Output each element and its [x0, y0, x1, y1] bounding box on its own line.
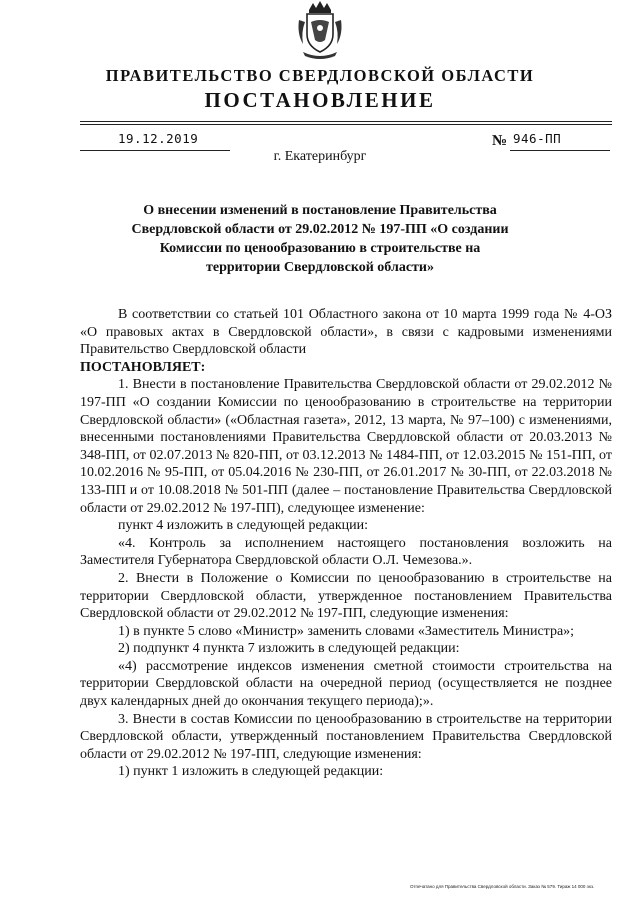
item-1-subparagraph: пункт 4 изложить в следующей редакции: — [118, 518, 368, 534]
header-divider-top — [80, 121, 612, 122]
preamble-paragraph: В соответствии со статьей 101 Областного закона от 10 марта 1999 года № 4-ОЗ «О правовых актах в Свердловской области», в связи с кадровыми изменениями Правительство Свердловской области — [80, 307, 612, 358]
item-2-subparagraph-1: 1) в пункте 5 слово «Министр» заменить словами «Заместитель Министра»; — [118, 623, 575, 639]
item-1-paragraph: 1. Внести в постановление Правительства Свердловской области от 29.02.2012 № 197-ПП «О создании Комиссии по ценообразованию в строительстве на территории Свердловской области» («Областная газета», 2012, 13 марта, № 97–100) с изменениями, внесенными постановлениями Правительства Свердловской области от 20.03.2013 № 348-ПП, от 02.07.2013 № 820-ПП, от 03.12.2013 № 1484-ПП, от 12.03.2015 № 151-ПП, от 10.02.2016 № 95-ПП, от 05.04.2016 № 230-ПП, от 26.01.2017 № 30-ПП, от 22.03.2018 № 133-ПП и от 10.08.2018 № 501-ПП (далее – постановление Правительства Свердловской области от 29.02.2012 № 197-ПП), следующее изменение: — [80, 377, 612, 516]
item-2-quote: «4) рассмотрение индексов изменения сметной стоимости строительства на территории Свердловской области на очередной период (осуществляется не позднее двух календарных дней до окончания текущего периода);». — [80, 658, 612, 710]
number-sign: № — [492, 133, 508, 149]
item-1-quote: «4. Контроль за исполнением настоящего постановления возложить на Заместителя Губернатора Свердловской области О.Л. Чемезова.». — [80, 535, 612, 569]
document-type-heading: ПОСТАНОВЛЕНИЕ — [204, 88, 436, 112]
city-name: г. Екатеринбург — [273, 149, 367, 164]
document-number: 946-ПП — [513, 131, 562, 146]
document-body — [80, 306, 612, 781]
print-footer: Отпечатано для Правительства Свердловской области. Заказ № 579. Тираж 14 000 экз. — [410, 884, 595, 889]
item-3-subparagraph-1: 1) пункт 1 изложить в следующей редакции: — [118, 764, 384, 780]
coat-of-arms-emblem — [295, 0, 345, 62]
document-subject: О внесении изменений в постановление Правительства Свердловской области от 29.02.2012 № 197-ПП «О создании Комиссии по ценообразованию в строительстве на территории Свердловской области» — [131, 203, 509, 275]
header-divider-bottom — [80, 124, 612, 125]
item-3-paragraph: 3. Внести в состав Комиссии по ценообразованию в строительстве на территории Свердловской области, утвержденный постановлением Правительства Свердловской области от 29.02.2012 № 197-ПП, следующие изменения: — [80, 711, 612, 762]
item-2-subparagraph-2: 2) подпункт 4 пункта 7 изложить в следующей редакции: — [118, 641, 460, 657]
decree-heading: ПОСТАНОВЛЯЕТ: — [80, 359, 206, 375]
document-date: 19.12.2019 — [118, 131, 199, 146]
government-title: ПРАВИТЕЛЬСТВО СВЕРДЛОВСКОЙ ОБЛАСТИ — [105, 66, 535, 85]
item-2-paragraph: 2. Внести в Положение о Комиссии по ценообразованию в строительстве на территории Свердловской области, утвержденное постановлением Правительства Свердловской области от 29.02.2012 № 197-ПП, следующие изменения: — [80, 570, 612, 622]
